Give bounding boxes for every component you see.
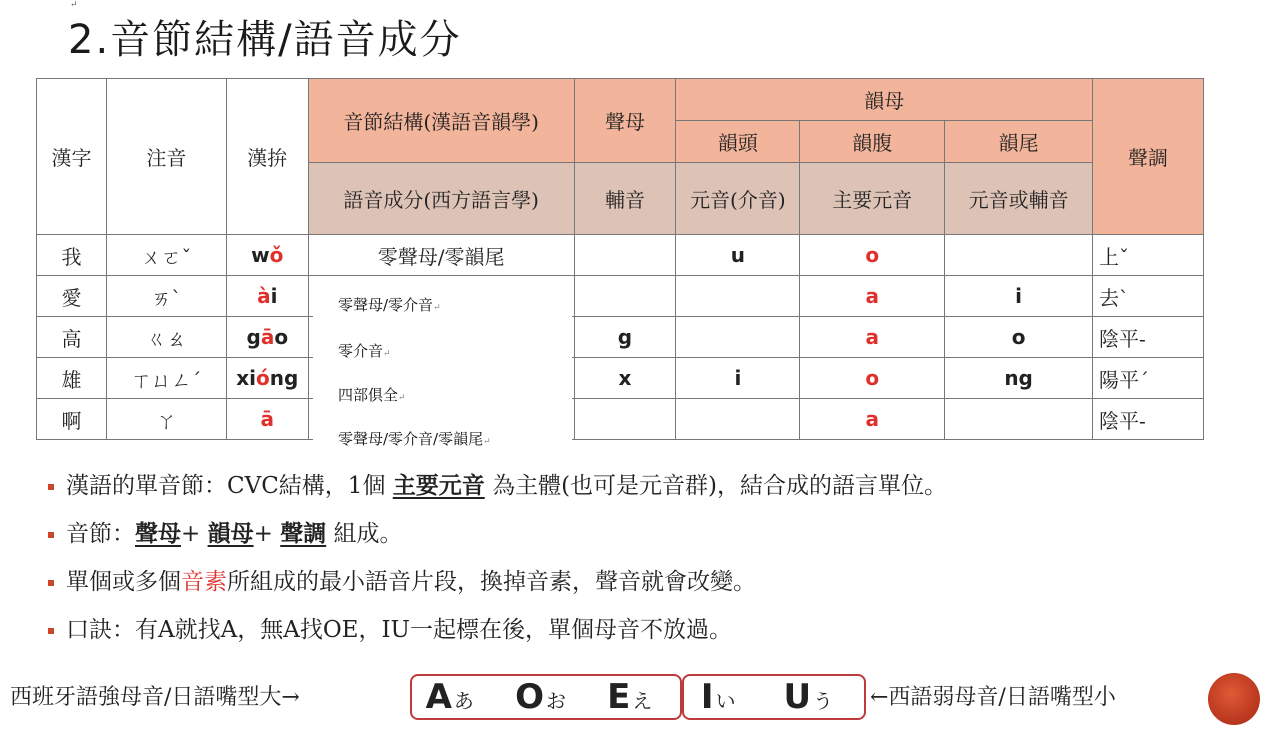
header-medial-western: 元音(介音): [676, 163, 800, 235]
header-pinyin: 漢拚: [226, 79, 308, 235]
cell-nucleus: a: [800, 399, 945, 440]
cell-medial: u: [676, 235, 800, 276]
header-medial: 韻頭: [676, 121, 800, 163]
bullet-marker-icon: [48, 580, 54, 586]
header-consonant: 輔音: [574, 163, 676, 235]
table-row: [37, 276, 1204, 317]
cell-medial: [676, 399, 800, 440]
vowel-a: Aあ: [425, 677, 474, 717]
overlay-note-1: 零聲母/零介音↵: [338, 296, 441, 314]
overlay-note-4: 零聲母/零介音/零韻尾↵: [338, 430, 491, 448]
cell-coda: [945, 399, 1093, 440]
header-coda-western: 元音或輔音: [945, 163, 1093, 235]
overlay-note-2: 零介音↵: [338, 342, 391, 360]
cell-pinyin: ài: [226, 276, 308, 317]
table-row: [37, 235, 1204, 276]
header-hanzi: 漢字: [37, 79, 107, 235]
cell-coda: ng: [945, 358, 1093, 399]
table-row: [37, 358, 1204, 399]
cell-zhuyin: ㄞˋ: [106, 276, 226, 317]
header-final: 韻母: [676, 79, 1093, 121]
vowel-o: Oお: [515, 677, 566, 717]
strong-vowel-box: [410, 674, 682, 720]
decorative-circle-icon: [1208, 673, 1260, 725]
cell-medial: i: [676, 358, 800, 399]
cell-medial: [676, 317, 800, 358]
table-row: [37, 399, 1204, 440]
cell-hanzi: 啊: [37, 399, 107, 440]
bullet-marker-icon: [48, 532, 54, 538]
weak-vowel-box: [682, 674, 866, 720]
cell-pinyin: ā: [226, 399, 308, 440]
table-row: [37, 317, 1204, 358]
header-initial: 聲母: [574, 79, 676, 163]
bullet-marker-icon: [48, 628, 54, 634]
cell-zhuyin: ㄒㄩㄥˊ: [106, 358, 226, 399]
cell-coda: i: [945, 276, 1093, 317]
cell-zhuyin: ㄍㄠ: [106, 317, 226, 358]
header-nucleus-western: 主要元音: [800, 163, 945, 235]
vowel-strength-row: [10, 668, 1280, 718]
bullet-2: 音節：聲母+ 韻母+ 聲調 組成。: [48, 514, 947, 562]
cell-initial: x: [574, 358, 676, 399]
cell-pinyin: gāo: [226, 317, 308, 358]
bullet-4: 口訣：有A就找A，無A找OE，IU一起標在後，單個母音不放過。: [48, 610, 947, 658]
cell-hanzi: 雄: [37, 358, 107, 399]
bullet-3: 單個或多個音素所組成的最小語音片段，換掉音素，聲音就會改變。: [48, 562, 947, 610]
vowel-u: Uう: [783, 677, 834, 717]
cell-tone: 陰平-: [1093, 317, 1204, 358]
cell-medial: [676, 276, 800, 317]
cell-nucleus: a: [800, 317, 945, 358]
cell-tone: 去ˋ: [1093, 276, 1204, 317]
cell-initial: g: [574, 317, 676, 358]
header-structure-western: 語音成分(西方語言學): [308, 163, 574, 235]
page-title: 2.音節結構/語音成分: [68, 17, 462, 63]
bullet-marker-icon: [48, 484, 54, 490]
cell-tone: 陽平ˊ: [1093, 358, 1204, 399]
cell-coda: o: [945, 317, 1093, 358]
header-structure-chinese: 音節結構(漢語音韻學): [308, 79, 574, 163]
header-tone: 聲調: [1093, 79, 1204, 235]
cell-nucleus: o: [800, 235, 945, 276]
cell-tone: 陰平-: [1093, 399, 1204, 440]
cell-tone: 上ˇ: [1093, 235, 1204, 276]
cell-initial: [574, 276, 676, 317]
cell-initial: [574, 399, 676, 440]
cell-nucleus: a: [800, 276, 945, 317]
weak-vowel-label: ←西語弱母音/日語嘴型小: [870, 685, 1116, 710]
paragraph-mark: ↵: [70, 0, 78, 10]
cell-hanzi: 愛: [37, 276, 107, 317]
note-overlay: [313, 276, 572, 446]
bullet-1: 漢語的單音節：CVC結構，1個 主要元音 為主體(也可是元音群)，結合成的語言單位。: [48, 466, 947, 514]
strong-vowel-label: 西班牙語強母音/日語嘴型大→: [10, 685, 300, 710]
cell-pinyin: wǒ: [226, 235, 308, 276]
cell-coda: [945, 235, 1093, 276]
header-nucleus: 韻腹: [800, 121, 945, 163]
cell-hanzi: 我: [37, 235, 107, 276]
cell-zhuyin: ㄚ: [106, 399, 226, 440]
cell-pinyin: xióng: [226, 358, 308, 399]
vowel-e: Eえ: [607, 677, 653, 717]
cell-note: 零聲母/零韻尾: [308, 235, 574, 276]
cell-initial: [574, 235, 676, 276]
syllable-table: [36, 78, 1204, 440]
cell-hanzi: 高: [37, 317, 107, 358]
cell-zhuyin: ㄨㄛˇ: [106, 235, 226, 276]
vowel-i: Iい: [700, 677, 736, 717]
bullet-list: [48, 466, 947, 658]
overlay-note-3: 四部俱全↵: [338, 386, 406, 404]
header-zhuyin: 注音: [106, 79, 226, 235]
cell-nucleus: o: [800, 358, 945, 399]
header-coda: 韻尾: [945, 121, 1093, 163]
